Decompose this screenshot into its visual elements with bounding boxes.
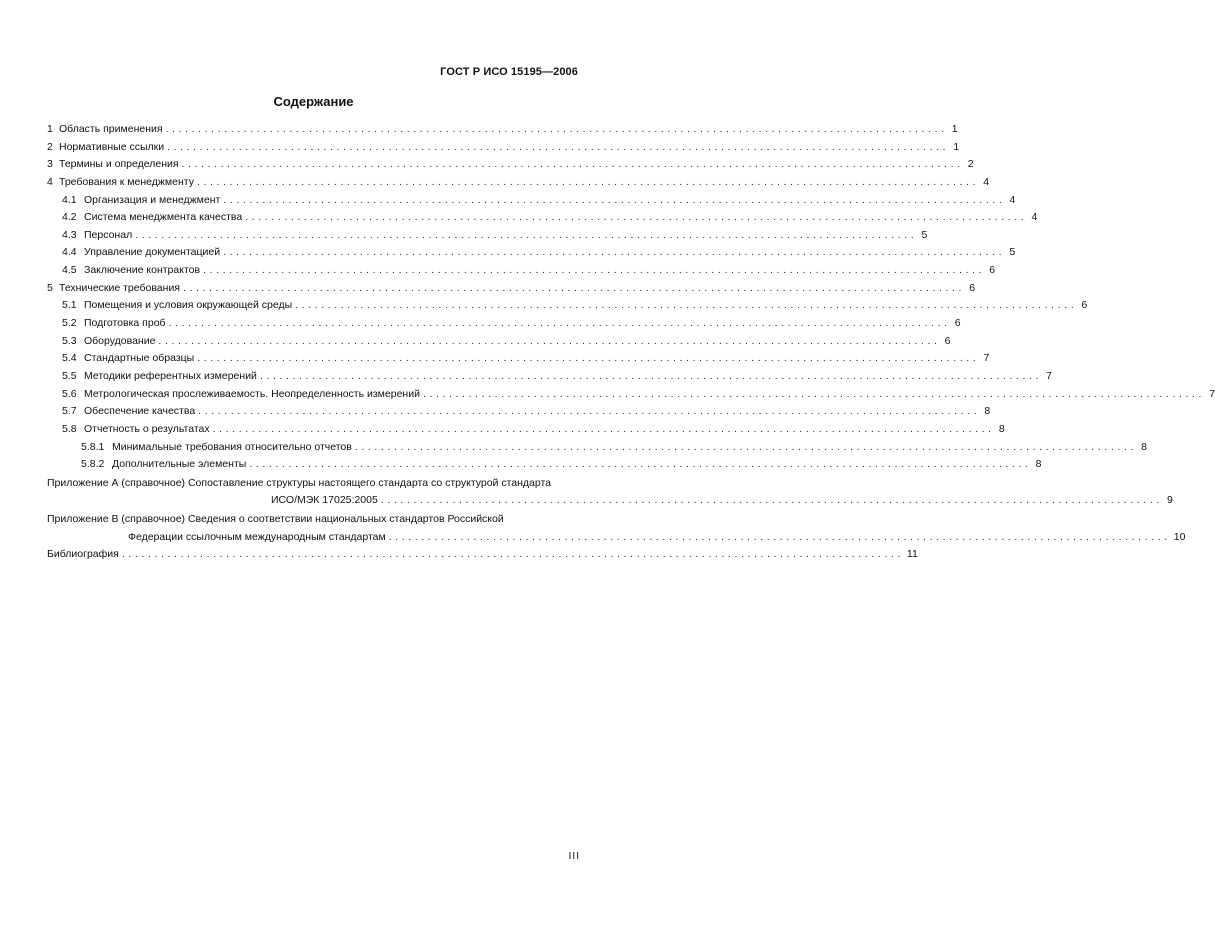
toc-entry[interactable] — [47, 368, 1053, 386]
toc-entry-page: 6 — [989, 264, 996, 277]
dot-leader: ........................................................................................................................ — [203, 264, 986, 277]
toc-entry-page: 7 — [1209, 387, 1215, 400]
dot-leader: ........................................................................................................................ — [212, 422, 995, 435]
toc-entry-title: Управление документацией — [84, 246, 221, 259]
toc-annex-b[interactable] — [47, 511, 1186, 546]
toc-entry-page: 1 — [951, 123, 958, 135]
annex-a-page: 9 — [1167, 494, 1173, 507]
toc-entry-number: 4 — [47, 175, 53, 188]
dot-leader: ........................................................................................................................ — [388, 530, 1171, 543]
toc-entry-page: 2 — [967, 158, 974, 171]
toc-entry-title: Обеспечение качества — [84, 405, 196, 418]
dot-leader: ........................................................................................................................ — [196, 175, 980, 188]
toc-annex-a[interactable] — [47, 475, 1173, 510]
toc-entries — [47, 121, 1215, 474]
toc-entry-title: Минимальные требования относительно отчетов — [112, 440, 352, 453]
toc-entry-page: 6 — [944, 334, 951, 347]
toc-title: Содержание — [273, 94, 354, 109]
toc-entry[interactable] — [47, 227, 928, 245]
toc-entry-number: 5.2 — [62, 317, 77, 330]
toc-entry[interactable] — [47, 192, 1016, 210]
toc-entry[interactable] — [47, 209, 1038, 227]
toc-entry-page: 8 — [1141, 440, 1147, 453]
toc-entry-title: Подготовка проб — [84, 317, 166, 330]
toc-entry-page: 6 — [954, 317, 961, 330]
toc-entry[interactable] — [47, 139, 960, 157]
dot-leader: ........................................................................................................................ — [197, 352, 980, 365]
toc-entry[interactable] — [47, 456, 1042, 474]
toc-entry[interactable] — [47, 421, 1005, 439]
toc-entry[interactable] — [47, 315, 961, 333]
toc-entry[interactable] — [47, 244, 1016, 262]
toc-entry-title: Методики референтных измерений — [84, 369, 257, 382]
toc-entry-title: Стандартные образцы — [84, 352, 195, 365]
annex-b-title-continued: Федерации ссылочным международным стандартам — [128, 530, 386, 543]
dot-leader: ........................................................................................................................ — [165, 123, 948, 135]
dot-leader: ........................................................................................................................ — [158, 334, 941, 347]
toc-entry-title: Организация и менеджмент — [84, 193, 221, 206]
dot-leader: ........................................................................................................................ — [183, 281, 966, 294]
toc-entry-page: 8 — [1035, 458, 1042, 471]
dot-leader: ........................................................................................................................ — [223, 246, 1006, 259]
dot-leader: ........................................................................................................................ — [198, 405, 981, 418]
toc-entry[interactable] — [47, 297, 1088, 315]
dot-leader: ........................................................................................................................ — [245, 211, 1028, 224]
toc-entry[interactable] — [47, 174, 990, 192]
toc-bibliography[interactable] — [47, 546, 918, 564]
dot-leader: ........................................................................................................................ — [422, 387, 1206, 400]
toc-entry-title: Отчетность о результатах — [84, 422, 210, 435]
toc-entry-title: Заключение контрактов — [84, 264, 201, 277]
table-of-contents — [47, 121, 1215, 564]
dot-leader: ........................................................................................................................ — [380, 494, 1163, 507]
toc-entry[interactable] — [47, 333, 951, 351]
toc-entry-number: 4.3 — [62, 228, 77, 241]
toc-entry-title: Метрологическая прослеживаемость. Неопределенность измерений — [84, 387, 420, 400]
document-code: ГОСТ Р ИСО 15195—2006 — [440, 66, 578, 78]
toc-entry-number: 5 — [47, 281, 53, 294]
toc-entry-title: Дополнительные элементы — [112, 458, 247, 471]
toc-entry-page: 4 — [983, 175, 990, 188]
toc-entry-title: Нормативные ссылки — [59, 140, 165, 153]
bibliography-title: Библиография — [47, 548, 119, 561]
annex-b-page: 10 — [1173, 530, 1186, 543]
toc-entry-page: 4 — [1009, 193, 1016, 206]
dot-leader: ........................................................................................................................ — [181, 158, 964, 171]
toc-entry-page: 4 — [1031, 211, 1038, 224]
toc-entry-number: 4.2 — [62, 211, 77, 224]
toc-entry-number: 5.8 — [62, 422, 77, 435]
toc-entry-page: 7 — [983, 352, 990, 365]
toc-entry-number: 2 — [47, 140, 53, 153]
toc-entry-page: 8 — [998, 422, 1005, 435]
toc-entry[interactable] — [47, 121, 958, 139]
toc-entry[interactable] — [47, 350, 990, 368]
dot-leader: ........................................................................................................................ — [167, 140, 950, 153]
toc-entry-number: 5.8.2 — [81, 458, 105, 471]
toc-entry-page: 8 — [984, 405, 991, 418]
toc-entry-number: 4.4 — [62, 246, 77, 259]
toc-entry-page: 5 — [1009, 246, 1016, 259]
toc-entry[interactable] — [47, 439, 1147, 457]
dot-leader: ........................................................................................................................ — [354, 440, 1137, 453]
toc-entry-title: Персонал — [84, 228, 133, 241]
page-number: III — [568, 851, 580, 862]
dot-leader: ........................................................................................................................ — [121, 548, 904, 561]
dot-leader: ........................................................................................................................ — [223, 193, 1006, 206]
dot-leader: ........................................................................................................................ — [168, 317, 951, 330]
toc-entry-number: 5.8.1 — [81, 440, 105, 453]
toc-entry-page: 1 — [953, 140, 960, 153]
dot-leader: ........................................................................................................................ — [259, 369, 1043, 382]
toc-entry-number: 3 — [47, 158, 53, 171]
dot-leader: ........................................................................................................................ — [135, 228, 918, 241]
dot-leader: ........................................................................................................................ — [295, 299, 1078, 312]
toc-entry-number: 1 — [47, 123, 53, 135]
toc-entry-title: Область применения — [59, 123, 163, 135]
toc-entry[interactable] — [47, 262, 996, 280]
toc-entry-number: 5.6 — [62, 387, 77, 400]
toc-entry-number: 5.3 — [62, 334, 77, 347]
toc-entry-page: 5 — [921, 228, 928, 241]
toc-entry-number: 5.5 — [62, 369, 77, 382]
toc-entry-number: 5.7 — [62, 405, 77, 418]
toc-entry-title: Оборудование — [84, 334, 156, 347]
annex-a-title: Приложение А (справочное) Сопоставление структуры настоящего стандарта со структурой стандарта — [47, 476, 552, 489]
dot-leader: ........................................................................................................................ — [249, 458, 1032, 471]
annex-b-title: Приложение В (справочное) Сведения о соответствии национальных стандартов Российской — [47, 513, 504, 526]
toc-entry-number: 5.4 — [62, 352, 77, 365]
toc-entry-number: 5.1 — [62, 299, 77, 312]
annex-a-title-continued: ИСО/МЭК 17025:2005 — [271, 494, 378, 507]
toc-entry-page: 6 — [1081, 299, 1088, 312]
toc-entry[interactable] — [47, 386, 1215, 404]
toc-entry-title: Система менеджмента качества — [84, 211, 243, 224]
toc-entry-page: 6 — [969, 281, 976, 294]
toc-entry[interactable] — [47, 280, 976, 298]
toc-entry-title: Помещения и условия окружающей среды — [84, 299, 293, 312]
toc-entry-title: Требования к менеджменту — [59, 175, 194, 188]
toc-entry[interactable] — [47, 156, 974, 174]
toc-entry-title: Технические требования — [59, 281, 180, 294]
toc-entry[interactable] — [47, 403, 991, 421]
bibliography-page: 11 — [906, 548, 918, 561]
toc-entry-title: Термины и определения — [59, 158, 179, 171]
toc-entry-page: 7 — [1046, 369, 1053, 382]
toc-entry-number: 4.1 — [62, 193, 77, 206]
toc-entry-number: 4.5 — [62, 264, 77, 277]
